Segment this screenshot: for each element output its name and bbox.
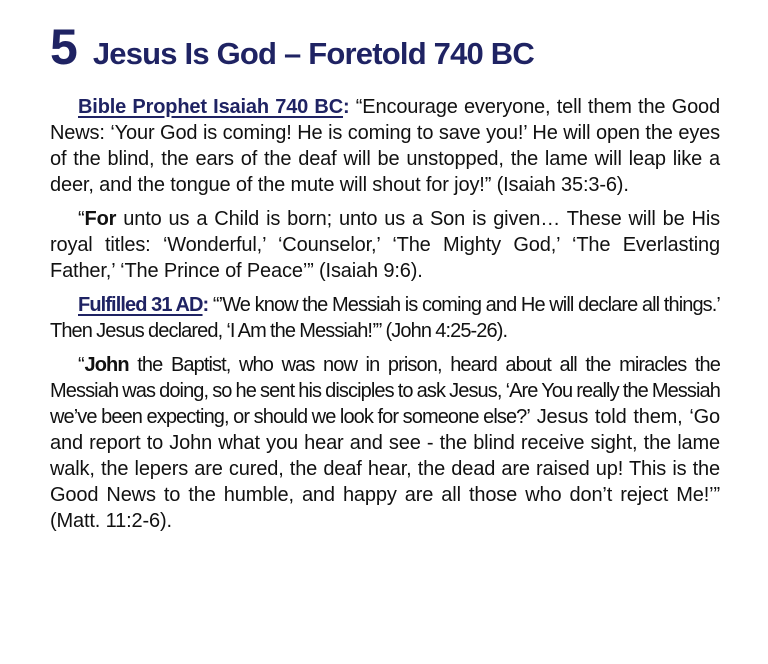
paragraph-isaiah-9 xyxy=(50,206,720,284)
paragraph-text: unto us a Child is born; unto us a Son is given… These will be His royal titles: ‘Wonderful,’ ‘Counselor,’ ‘The Mighty God,’ ‘The Everlasting Father,’ ‘The Prince of Peace’” (Isaiah 9:6). xyxy=(50,208,720,282)
lead-word: For xyxy=(84,208,117,230)
paragraph-fulfilled xyxy=(50,292,720,344)
paragraph-text: “Encourage everyone, tell them the Good News: ‘Your God is coming! He is coming to save you!’ He will open the eyes of the blind, the ears of the deaf will be unstopped, the lame will leap like a deer, and the tongue of the mute will shout for joy!” (Isaiah 35:3-6). xyxy=(50,96,720,196)
paragraph-text: “’We know the Messiah is coming and He will declare all things.’ Then Jesus declared, ‘I Am the Messiah!’” (John 4:25-26). xyxy=(50,294,720,342)
paragraph-isaiah-35 xyxy=(50,94,720,198)
lead-word: John xyxy=(84,354,129,376)
source-label-isaiah: Bible Prophet Isaiah 740 BC xyxy=(78,96,344,118)
open-quote: “ xyxy=(78,354,85,376)
source-label-fulfilled: Fulfilled 31 AD xyxy=(78,294,203,316)
chapter-number: 5 xyxy=(50,19,77,75)
heading xyxy=(50,19,720,75)
open-quote: “ xyxy=(78,208,85,230)
label-colon: : xyxy=(343,96,350,118)
paragraph-text: Jesus told them, ‘Go and report to John what you hear and see - the blind receive sight, the lame walk, the lepers are cured, the deaf hear, the dead are raised up! This is the Good News to the humble, and happy are all those who don’t reject Me!’” (Matt. 11:2-6). xyxy=(50,406,720,532)
page-title: Jesus Is God – Foretold 740 BC xyxy=(92,36,534,71)
paragraph-john-baptist xyxy=(50,352,720,534)
label-colon: : xyxy=(202,294,209,316)
paragraph-text-condensed: the Baptist, who was now in prison, heard about all the miracles the Messiah was doing, so he sent his disciples to ask Jesus, ‘Are You really the Messiah we’ve been expecting, or should we look for someone else?’ xyxy=(50,354,720,428)
